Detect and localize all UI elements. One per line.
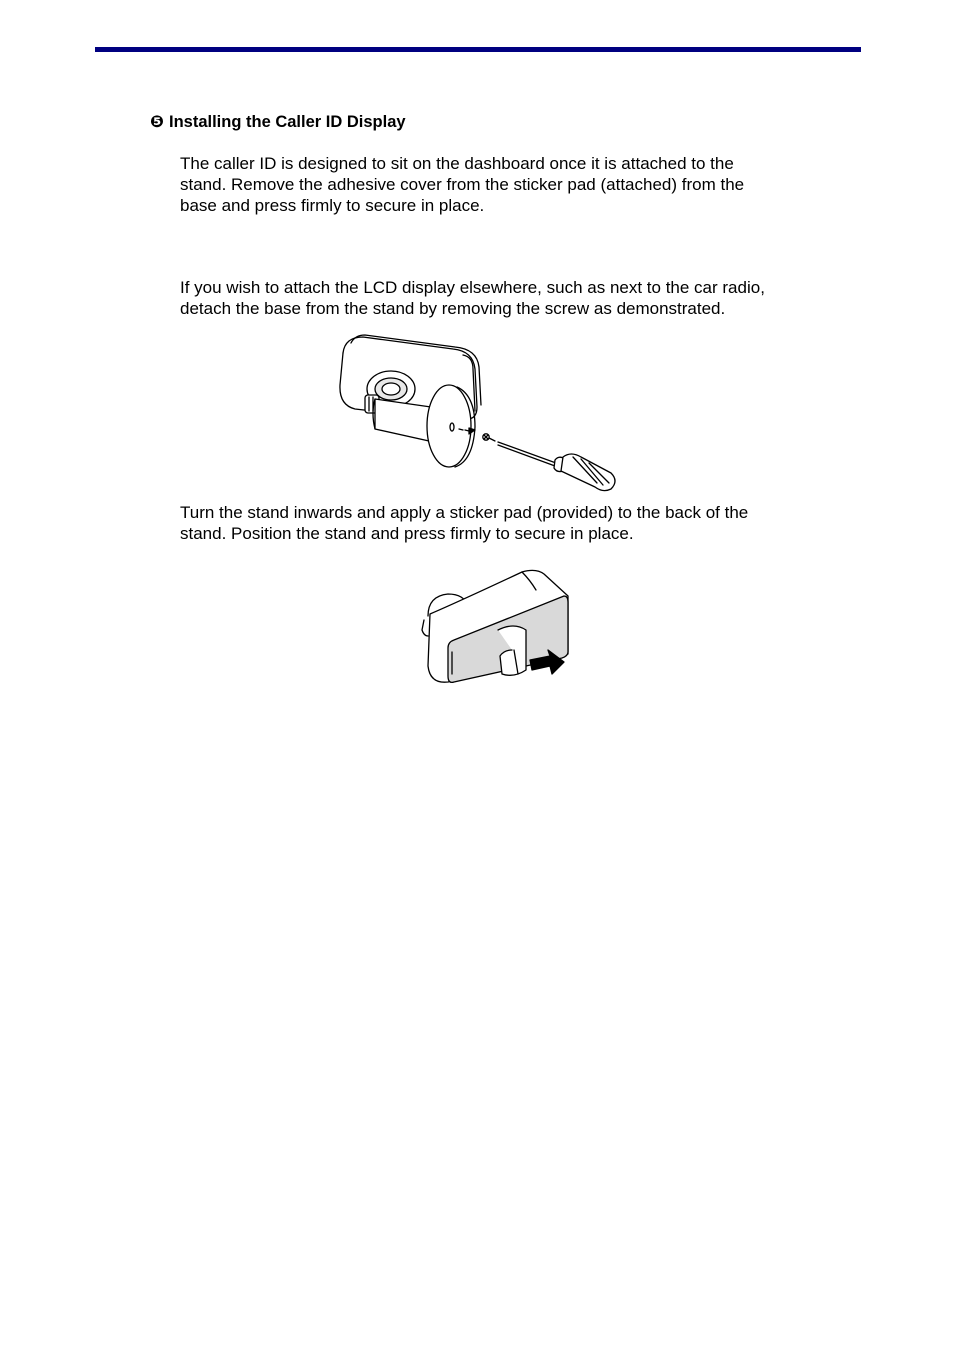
paragraph-sticker-pad xyxy=(180,502,820,544)
stand-with-sticker-pad-illustration xyxy=(418,566,570,684)
section-heading xyxy=(150,112,406,132)
section-title: Installing the Caller ID Display xyxy=(168,113,406,131)
paragraph-line: detach the base from the stand by removing the screw as demonstrated. xyxy=(180,299,726,318)
paragraph-detach-base xyxy=(180,277,820,319)
screwdriver-removing-screw-illustration xyxy=(335,333,620,495)
paragraph-line: The caller ID is designed to sit on the dashboard once it is attached to the xyxy=(180,154,734,173)
paragraph-line: Turn the stand inwards and apply a sticker pad (provided) to the back of the xyxy=(180,503,749,522)
paragraph-line: stand. Position the stand and press firmly to secure in place. xyxy=(180,524,634,543)
header-rule xyxy=(95,47,861,52)
paragraph-line: base and press firmly to secure in place. xyxy=(180,196,485,215)
paragraph-dashboard-install xyxy=(180,153,820,216)
paragraph-line: stand. Remove the adhesive cover from the sticker pad (attached) from the xyxy=(180,175,745,194)
paragraph-line: If you wish to attach the LCD display elsewhere, such as next to the car radio, xyxy=(180,278,765,297)
section-number: ❺ xyxy=(150,113,164,131)
